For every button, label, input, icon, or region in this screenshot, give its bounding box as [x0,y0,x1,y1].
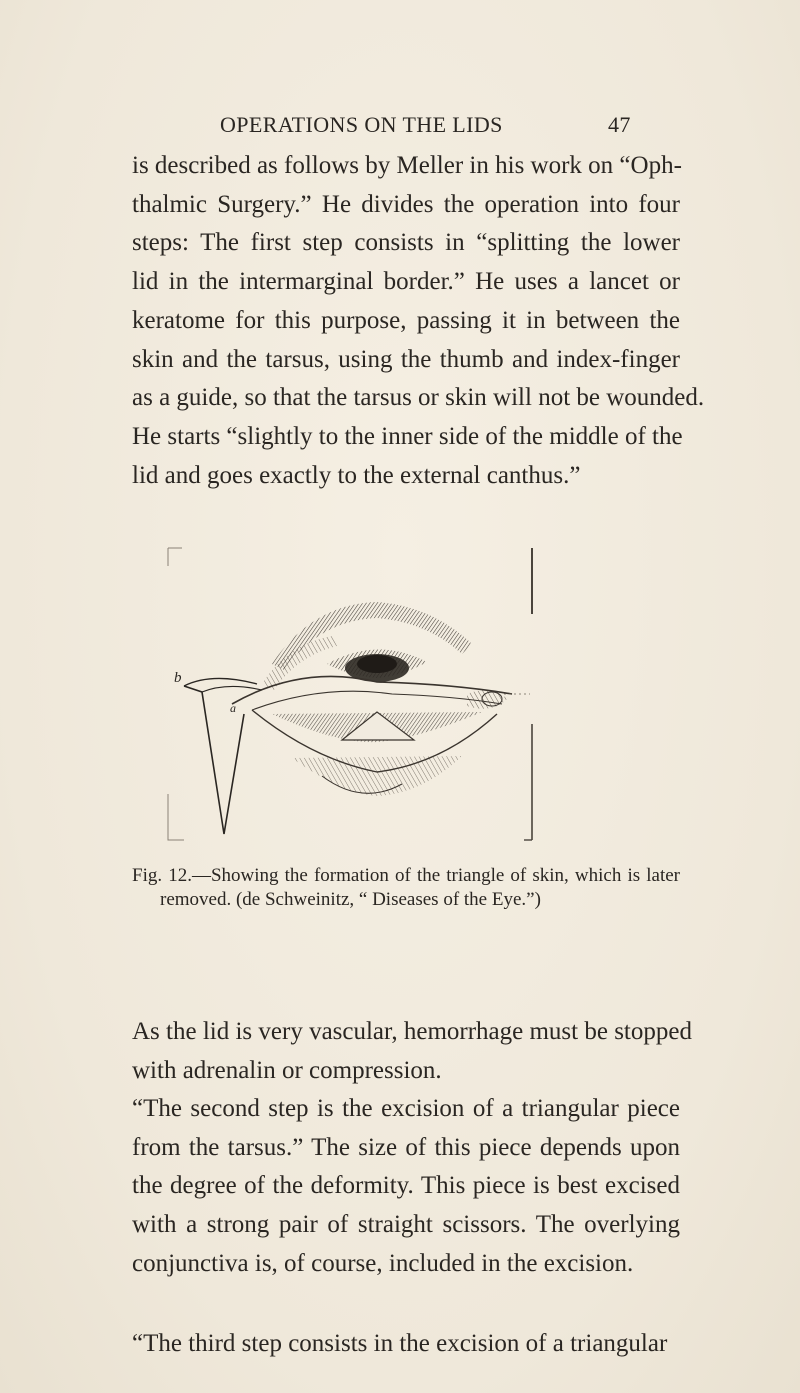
figure-caption [132,864,680,912]
paragraph-1 [132,147,705,495]
text-line: He starts “slightly to the inner side of the middle of the [132,422,683,450]
text-line: lid in the intermarginal border.” He uses a lancet or [132,268,680,296]
text-line: from the tarsus.” The size of this piece depends upon [132,1133,680,1161]
eye-lid-triangle-drawing [162,544,552,844]
text-line: “The third step consists in the excision of a triangular [132,1330,668,1357]
figure-eye-illustration [162,544,552,844]
text-line: conjunctiva is, of course, included in the excision. [132,1249,634,1277]
text-line: with a strong pair of straight scissors. The overlying [132,1211,680,1239]
paragraph-4 [132,1325,680,1364]
text-line: “The second step is the excision of a triangular piece [132,1095,680,1122]
running-head-title: OPERATIONS ON THE LIDS [220,112,503,137]
text-line: the degree of the deformity. This piece is best excised [132,1172,680,1200]
text-line: with adrenalin or compression. [132,1056,442,1084]
page-number: 47 [608,112,631,137]
text-line: as a guide, so that the tarsus or skin will not be wounded. [132,384,705,412]
paragraph-2 [132,1013,692,1090]
text-line: skin and the tarsus, using the thumb and index-finger [132,345,680,373]
figure-label-a: a [230,701,236,715]
text-line: steps: The first step consists in “splitting the lower [132,229,680,257]
text-line: is described as follows by Meller in his work on “Oph- [132,152,682,179]
paragraph-3 [132,1090,680,1284]
text-line: lid and goes exactly to the external canthus.” [132,461,581,489]
caption-line: Fig. 12.—Showing the formation of the triangle of skin, which is later [132,865,680,886]
text-line: keratome for this purpose, passing it in between the [132,306,680,334]
text-line: thalmic Surgery.” He divides the operation into four [132,190,680,218]
caption-line: removed. (de Schweinitz, “ Diseases of the Eye.”) [160,889,541,910]
text-line: As the lid is very vascular, hemorrhage must be stopped [132,1018,692,1045]
figure-label-b: b [174,670,182,686]
